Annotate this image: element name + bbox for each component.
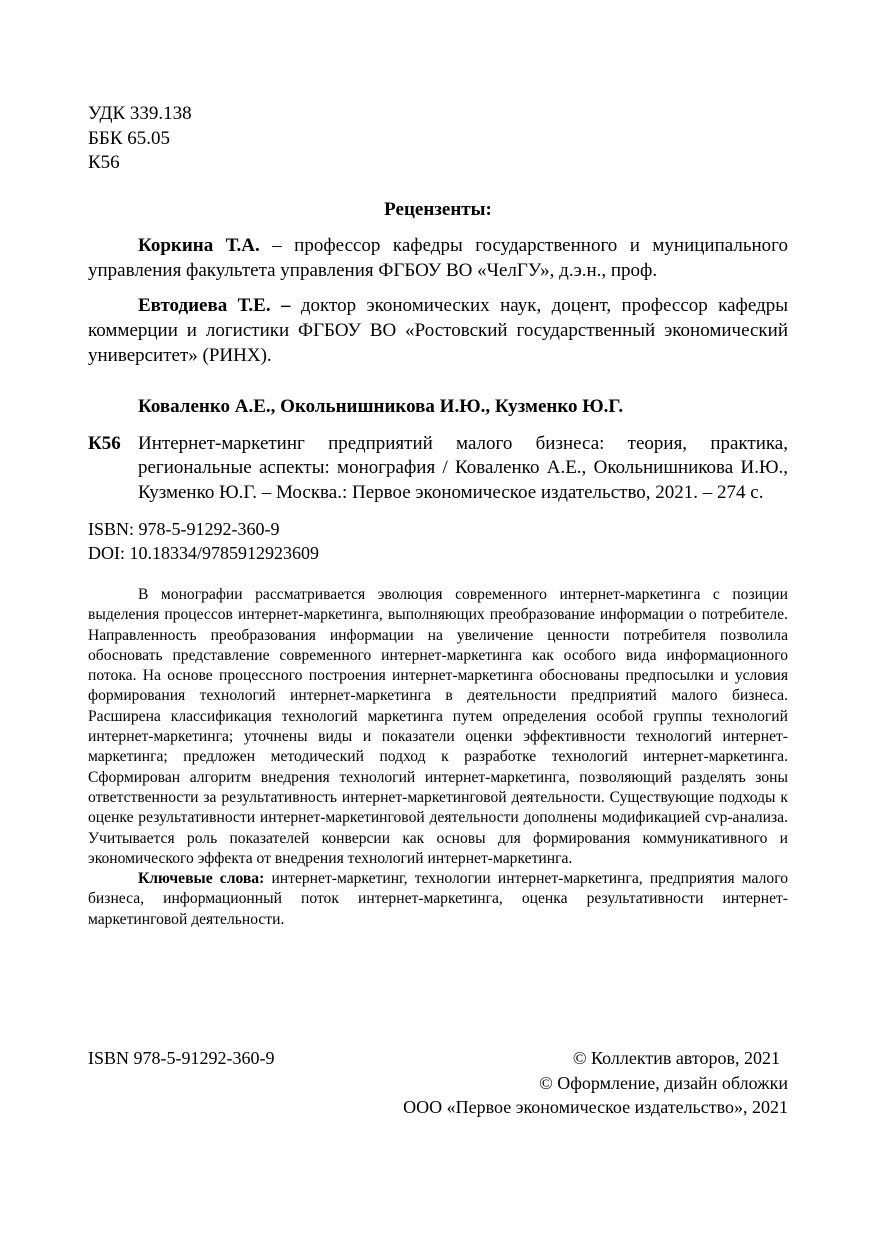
- copyright-block: [403, 1046, 788, 1120]
- reviewers-heading: Рецензенты:: [384, 198, 492, 220]
- bbk-code: ББК 65.05: [88, 127, 170, 149]
- authors-line: Коваленко А.Е., Окольнишникова И.Ю., Кузменко Ю.Г.: [138, 395, 624, 417]
- author-sign: К56: [88, 152, 120, 173]
- classification-codes: [88, 102, 788, 176]
- imprint-page: [88, 102, 788, 946]
- keywords-text: интернет-маркетинг, технологии интернет-маркетинга, предприятия малого бизнеса, информационный поток интернет-маркетинга, оценка результативности интернет-маркетинговой деятельности.: [88, 870, 788, 928]
- copyright-design: © Оформление, дизайн обложки: [539, 1072, 788, 1093]
- catalog-description: Интернет-маркетинг предприятий малого бизнеса: теория, практика, региональные аспекты: монография / Коваленко А.Е., Окольнишникова И.Ю., Кузменко Ю.Г. – Москва.: Первое экономическое издательство, 2021. – 274 с.: [138, 432, 788, 503]
- reviewer-entry: [88, 293, 788, 368]
- abstract: В монографии рассматривается эволюция современного интернет-маркетинга с позиции выделения процессов интернет-маркетинга, выполняющих преобразование информации о потребителе. Направленность преобразования информации на увеличение ценности потребителя позволила обосновать представление современного интернет-маркетинга как особого вида информационного потока. На основе процессного построения интернет-маркетинга обоснованы предпосылки и условия формирования технологий интернет-маркетинга в деятельности предприятий малого бизнеса. Расширена классификация технологий маркетинга путем определения особой группы технологий интернет-маркетинга; уточнены виды и показатели оценки эффективности технологий интернет-маркетинга; предложен методический подход к разработке технологий интернет-маркетинга. Сформирован алгоритм внедрения технологий интернет-маркетинга, позволяющий разделять зоны ответственности за результативность интернет-маркетинговой деятельности. Существующие подходы к оценке результативности интернет-маркетинговой деятельности дополнены модификацией cvp-анализа. Учитывается роль показателей конверсии как основы для формирования коммуникативного и экономического эффекта от внедрения технологий интернет-маркетинга.: [88, 586, 788, 867]
- reviewer-description: доктор экономических наук, доцент, профессор кафедры коммерции и логистики ФГБОУ ВО «Ростовский государственный экономический университет» (РИНХ).: [88, 294, 788, 366]
- doi: DOI: 10.18334/9785912923609: [88, 543, 319, 563]
- reviewer-name: Евтодиева Т.Е. –: [138, 294, 291, 316]
- reviewer-description: – профессор кафедры государственного и муниципального управления факультета управления ФГБОУ ВО «ЧелГУ», д.э.н., проф.: [88, 234, 788, 281]
- reviewer-name: Коркина Т.А.: [138, 234, 260, 256]
- catalog-entry: [88, 432, 788, 506]
- keywords-label: Ключевые слова:: [138, 870, 265, 888]
- keywords: [88, 869, 788, 930]
- reviewer-entry: [88, 233, 788, 283]
- footer-isbn: ISBN 978-5-91292-360-9: [88, 1048, 275, 1068]
- copyright-authors: © Коллектив авторов, 2021: [572, 1048, 780, 1068]
- copyright-publisher: ООО «Первое экономическое издательство», 2021: [403, 1097, 788, 1117]
- isbn: ISBN: 978-5-91292-360-9: [88, 519, 280, 539]
- catalog-code: К56: [88, 432, 121, 454]
- identifiers: [88, 517, 788, 565]
- udk-code: УДК 339.138: [88, 103, 192, 124]
- copyright-footer: [88, 1046, 788, 1126]
